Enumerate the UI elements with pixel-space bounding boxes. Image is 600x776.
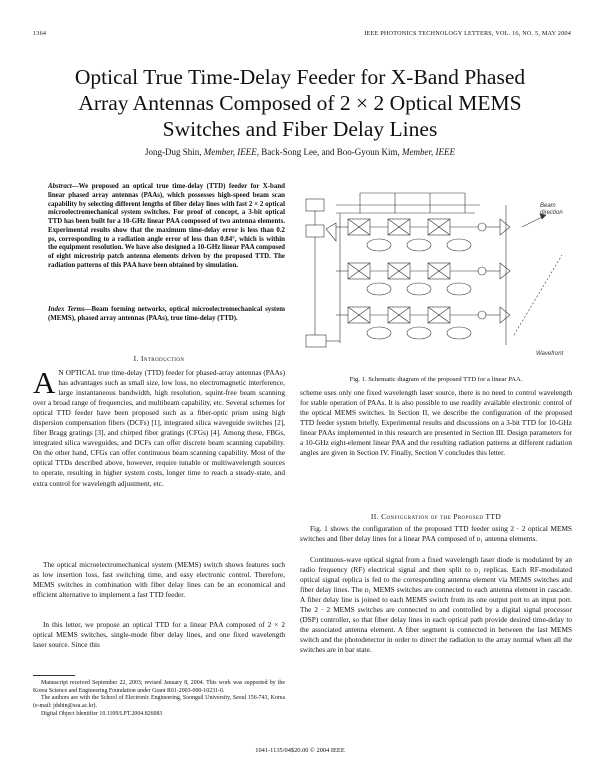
title-line-2: Array Antennas Composed of 2 × 2 Optical MEMS (78, 91, 522, 115)
antenna-array (486, 205, 562, 345)
figure-1 (300, 185, 572, 361)
footnote-manuscript: Manuscript received September 22, 2003; revised January 8, 2004. This work was supported by the Korea Science and Engineering Foundation under Grant R01-2003-000-10231-0. (33, 680, 285, 694)
intro-paragraph-1 (33, 365, 286, 489)
figure-caption: Fig. 1. Schematic diagram of the proposed TTD for a linear PAA. (349, 376, 523, 383)
schematic-diagram (300, 185, 572, 361)
abstract-label: Abstract— (48, 183, 79, 190)
author-2: , Back-Song Lee, and Boo-Gyoun Kim, (256, 147, 400, 157)
copyright-footer: 1041-1135/04$20.00 © 2004 IEEE (255, 747, 345, 754)
running-header (33, 30, 571, 42)
beam-direction-label-2: direction (540, 210, 563, 216)
switch-row-3 (348, 307, 486, 339)
abstract-text: We proposed an optical true time-delay (TTD) feeder for X-band linear phased array antennas (PAAs), which possesses high-speed beam scan capability by selecting different lengths of fiber delay lines with fast 2 × 2 optical microelectromechanical system switches. For proof of concept, a 3-bit optical TTD has been built for a 10-GHz linear PAA composed of two antenna elements. Experimental results show that the maximum time-delay error is less than 0.2 ps, corresponding to a radiation angle error of less than 0.84°, which is within the equipment resolution. We have also designed a 10-GHz linear PAA composed of eight microstrip patch antenna elements driven by the proposed TTD. The radiation patterns of this PAA have been obtained by simulation. (48, 183, 285, 269)
switch-row-1 (348, 219, 486, 251)
paper-title (20, 64, 580, 142)
footnote-divider (33, 675, 75, 676)
dsp-controller-box (306, 335, 326, 347)
footnote-affiliation: The authors are with the School of Electronic Engineering, Soongsil University, Seoul 156-743, Korea (e-mail: jdshin@ssu.ac.kr). (33, 695, 285, 710)
splitter (326, 223, 336, 241)
intro-body: phased-array antennas (PAAs) has advantages such as small size, low loss, no electromagnetic interference, large instantaneous bandwidth, high resolution, squint-free beam scanning over a broad range of frequencies, and multibeam capability, etc. Several schemes for optical TTD feeder have been proposed such as a fiber-optic prism using high dispersion compensation fibers (DCFs) [1], integrated silica waveguide switches [2], fiber Bragg gratings [3], and chirped fiber gratings (CFGs) [4]. Among these, FBGs, integrated silica waveguides, and DCFs can offer discrete beam scanning capability. On the other hand, CFGs can offer continuous beam scanning capability. Most of the optical TTDs described above, however, require tunable or multiwavelength sources to operate, resulting in higher system costs, longer time to reach a steady-state, and extra control for wavelength adjustment, etc. (33, 368, 286, 488)
page-number: 1364 (33, 30, 47, 37)
intro-lead: N OPTICAL true time-delay (TTD) feeder for (58, 368, 195, 377)
footnote-doi: Digital Object Identifier 10.1109/LPT.2004.826083 (41, 710, 163, 717)
title-line-1: Optical True Time-Delay Feeder for X-Band Phased (74, 65, 526, 89)
laser-source-box (306, 199, 324, 211)
intro-paragraph-2: The optical microelectromechanical system (MEMS) switch shows features such as low insertion loss, fast switching time, and easy electronic control. Therefore, MEMS switches in combination with fiber delay lines can be an economical and efficient alternative to implement a fast TTD feeder. (33, 560, 285, 600)
right-paragraph-1: scheme uses only one fixed wavelength laser source, there is no need to control wavelength for stable operation of PAAs. It is also possible to use readily available electronic control of the optical MEMS switches. In Section II, we describe the configuration of the proposed TTD feeder system briefly. Experimental results and discussions on a 3-bit TTD for 10-GHz linear PAAs implemented in this research are presented in Section III. Design parameters for a 10-GHz eight-element linear PAA and the resulting radiation patterns at different radiation angles are given in Section IV. Finally, Section V concludes this letter. (300, 388, 572, 458)
title-line-3: Switches and Fiber Delay Lines (162, 117, 438, 141)
switch-row-2 (348, 263, 486, 295)
section-1-heading: I. Introduction (133, 354, 185, 363)
index-terms (48, 306, 285, 324)
journal-name: IEEE PHOTONICS TECHNOLOGY LETTERS, VOL. 16, NO. 5, MAY 2004 (364, 30, 571, 37)
modulator-box (306, 225, 324, 237)
index-terms-text: Beam forming networks, optical microelectromechanical system (MEMS), phased array antennas (PAAs), true time-delay (TTD). (48, 306, 286, 322)
author-1: Jong-Dug Shin, (145, 147, 202, 157)
footnotes (33, 680, 285, 719)
abstract (48, 183, 285, 271)
right-paragraph-3: Continuous-wave optical signal from a fixed wavelength laser diode is modulated by an radio frequency (RF) electrical signal and then split to ᴅ₁ replicas. Each RF-modulated optical signal replica is fed to the corresponding antenna element via MEMS switches and fiber delay lines. The ᴅ₁ MEMS switches are connected to each antenna element in cascade. A fiber delay line is joined to each MEMS switch from its one output port to an input port. The 2 · 2 MEMS switches are connected to and controlled by a digital signal processor (DSP) controller, so that fiber delay lines in each optical path provide desired time-delay to the associated antenna element. A fiber segment is connected in between the last MEMS switch and the photodetector in order to direct the radiation to the array normal when all the switches are in bar state. (300, 555, 572, 655)
wavefront-label: Wavefront (536, 351, 564, 357)
author-3-role: Member, IEEE (402, 147, 455, 157)
right-paragraph-2: Fig. 1 shows the configuration of the proposed TTD feeder using 2 · 2 optical MEMS switches and fiber delay lines for a linear PAA composed of ᴅ₁ antenna elements. (300, 524, 572, 544)
section-2-heading: II. Configuration of the Proposed TTD (370, 512, 502, 521)
index-terms-label: Index Terms— (48, 306, 92, 313)
intro-paragraph-3: In this letter, we propose an optical TTD for a linear PAA composed of 2 × 2 optical MEMS switches, single-mode fiber delay lines, and one fixed wavelength laser source. Since this (33, 620, 285, 650)
author-list (20, 147, 580, 157)
author-1-role: Member, IEEE (203, 147, 257, 157)
drop-cap: A (33, 365, 56, 400)
beam-direction-label-1: Beam (540, 203, 556, 209)
